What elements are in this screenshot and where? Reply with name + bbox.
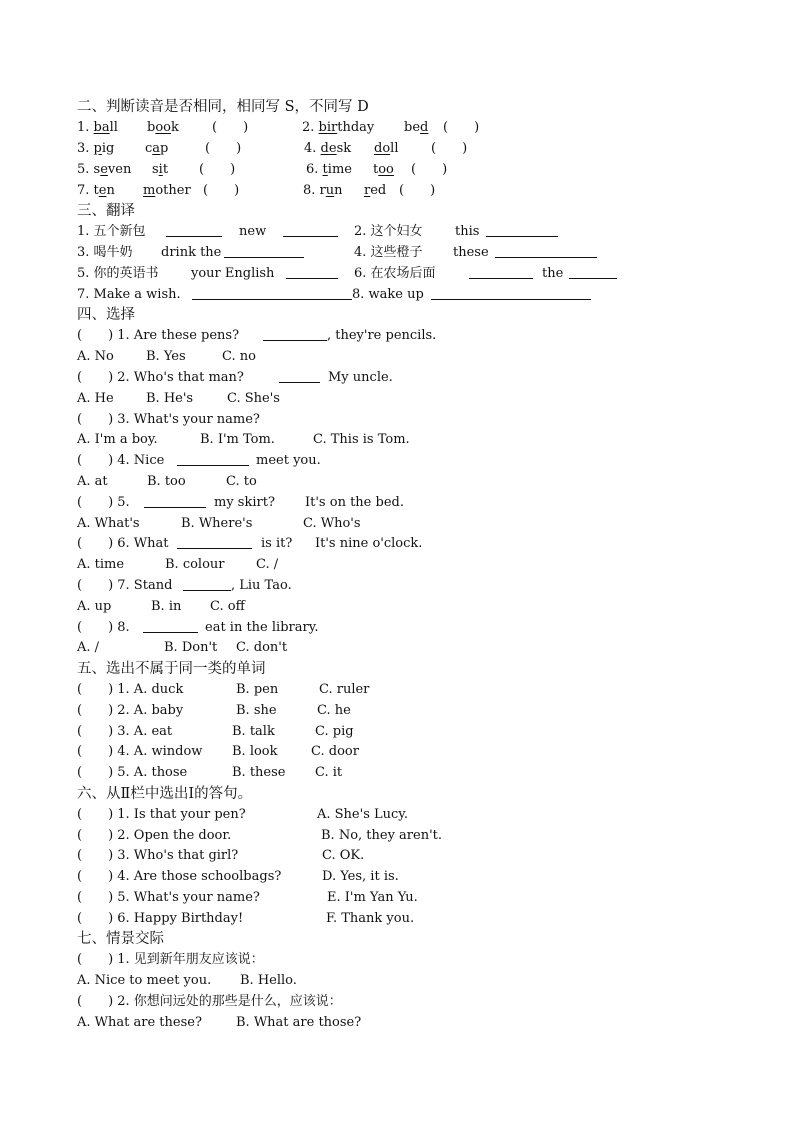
question-text: , they're pencils. [327,328,437,343]
answer-blank[interactable] [431,285,591,307]
translate-hint: drink the [161,245,222,260]
option-b[interactable]: B. Where's [181,516,253,531]
answer-blank[interactable] [263,326,327,348]
answer-blank[interactable] [286,264,338,286]
option-c[interactable]: C. to [226,474,257,489]
item-6: 6. time [306,162,352,177]
option-a[interactable]: A. No [77,349,114,364]
option-a[interactable]: A. / [77,640,100,655]
section-7-heading: 七、情景交际 [77,931,164,947]
option-c[interactable]: C. She's [227,391,280,406]
item-5: 5. seven [77,162,132,177]
option-a[interactable]: ( ) 3. A. eat [77,724,173,739]
item-8-pair: red [364,183,387,198]
option-c[interactable]: C. off [210,599,245,614]
translate-hint: the [542,266,564,281]
answer-bracket[interactable]: ( ) [431,141,468,156]
option-b[interactable]: B. talk [232,724,275,739]
item-6-pair: too [373,162,394,177]
answer-bracket[interactable]: ( ) [399,183,436,198]
item-3: 3. pig [77,141,115,156]
option-b[interactable]: B. pen [236,682,279,697]
option-a[interactable]: ( ) 1. A. duck [77,682,184,697]
translate-hint: these [453,245,489,260]
option-a[interactable]: A. up [77,599,112,614]
option-b[interactable]: B. I'm Tom. [200,432,275,447]
match-answer[interactable]: F. Thank you. [326,911,415,926]
option-b[interactable]: B. these [232,765,286,780]
option-a[interactable]: A. What's [77,516,140,531]
answer-bracket[interactable]: ( ) [212,120,249,135]
option-c[interactable]: C. door [311,744,359,759]
question-text: meet you. [256,453,321,468]
option-b[interactable]: B. she [236,703,277,718]
match-answer[interactable]: D. Yes, it is. [322,869,399,884]
option-a[interactable]: ( ) 2. A. baby [77,703,184,718]
answer-bracket[interactable]: ( ) [411,162,448,177]
answer-bracket[interactable]: ( ) [205,141,242,156]
translate-prompt: 7. Make a wish. [77,287,181,302]
item-3-pair: cap [145,141,169,156]
match-answer[interactable]: E. I'm Yan Yu. [327,890,418,905]
answer-bracket[interactable]: ( ) [199,162,236,177]
question-text: ( ) 4. Nice [77,453,165,468]
option-c[interactable]: C. pig [315,724,354,739]
translate-prompt: 6. 在农场后面 [354,266,436,281]
option-b[interactable]: B. Hello. [240,973,297,988]
item-2-pair: bed [404,120,429,135]
translate-prompt: 3. 喝牛奶 [77,245,133,260]
answer-blank[interactable] [183,576,231,598]
item-2: 2. birthday [302,120,375,135]
option-b[interactable]: B. colour [165,557,225,572]
option-c[interactable]: C. don't [236,640,288,655]
option-c[interactable]: C. it [315,765,343,780]
answer-blank[interactable] [486,222,558,244]
section-6-heading: 六、从Ⅱ栏中选出Ⅰ的答句。 [77,786,253,802]
answer-blank[interactable] [569,264,617,286]
answer-blank[interactable] [144,493,206,515]
match-answer[interactable]: C. OK. [322,848,365,863]
translate-prompt: 5. 你的英语书 [77,266,159,281]
option-c[interactable]: C. ruler [319,682,370,697]
answer-text: It's nine o'clock. [315,536,423,551]
item-5-pair: sit [152,162,169,177]
section-5-heading: 五、选出不属于同一类的单词 [77,661,266,677]
item-8: 8. run [303,183,343,198]
answer-blank[interactable] [143,618,198,640]
translate-hint: this [455,224,480,239]
question-text: ( ) 2. Who's that man? [77,370,244,385]
question-text: , Liu Tao. [231,578,292,593]
translate-prompt: 4. 这些橙子 [354,245,423,260]
section-4-heading: 四、选择 [77,307,135,323]
option-b[interactable]: B. in [151,599,182,614]
question-text: my skirt? [214,495,275,510]
match-question: ( ) 5. What's your name? [77,890,260,905]
answer-bracket[interactable]: ( ) [443,120,480,135]
question-text: is it? [261,536,293,551]
option-b[interactable]: B. look [232,744,278,759]
option-a[interactable]: A. I'm a boy. [77,432,158,447]
answer-blank[interactable] [279,368,320,390]
option-a[interactable]: ( ) 5. A. those [77,765,188,780]
item-4: 4. desk [304,141,352,156]
answer-blank[interactable] [177,451,249,473]
translate-hint: new [239,224,267,239]
option-a[interactable]: ( ) 4. A. window [77,744,203,759]
answer-blank[interactable] [283,222,338,244]
answer-blank[interactable] [224,243,304,265]
translate-hint: your English [191,266,275,281]
option-c[interactable]: C. This is Tom. [313,432,410,447]
question-text: ( ) 3. What's your name? [77,412,260,427]
item-1: 1. ball [77,120,118,135]
answer-blank[interactable] [192,285,352,307]
question-text: ( ) 7. Stand [77,578,173,593]
option-c[interactable]: C. / [256,557,279,572]
item-1-pair: book [147,120,179,135]
option-b[interactable]: B. He's [146,391,194,406]
option-c[interactable]: C. Who's [303,516,361,531]
answer-bracket[interactable]: ( ) [203,183,240,198]
option-a[interactable]: A. at [77,474,108,489]
answer-blank[interactable] [177,534,252,556]
option-a[interactable]: A. He [77,391,114,406]
match-answer[interactable]: A. She's Lucy. [317,807,409,822]
match-question: ( ) 1. Is that your pen? [77,807,246,822]
option-b[interactable]: B. too [147,474,186,489]
option-c[interactable]: C. he [317,703,351,718]
option-b[interactable]: B. Yes [146,349,186,364]
item-4-pair: doll [374,141,399,156]
section-2-heading: 二、判断读音是否相同，相同写 S，不同写 D [77,99,369,115]
match-question: ( ) 3. Who's that girl? [77,848,239,863]
option-b[interactable]: B. Don't [164,640,218,655]
answer-blank[interactable] [469,264,533,286]
item-7: 7. ten [77,183,115,198]
question-text: ( ) 1. 见到新年朋友应该说： [77,952,264,967]
question-text: My uncle. [328,370,393,385]
match-question: ( ) 2. Open the door. [77,828,232,843]
match-question: ( ) 4. Are those schoolbags? [77,869,282,884]
question-text: ( ) 5. [77,495,130,510]
option-a[interactable]: A. time [77,557,125,572]
option-a[interactable]: A. Nice to meet you. [77,973,212,988]
answer-blank[interactable] [166,222,222,244]
option-a[interactable]: A. What are these? [77,1015,202,1030]
item-7-pair: mother [143,183,191,198]
question-text: ( ) 8. [77,620,130,635]
question-text: ( ) 2. 你想问远处的那些是什么，应该说： [77,994,342,1009]
question-text: ( ) 6. What [77,536,169,551]
question-text: ( ) 1. Are these pens? [77,328,240,343]
match-answer[interactable]: B. No, they aren't. [321,828,443,843]
section-3-heading: 三、翻译 [77,203,135,219]
match-question: ( ) 6. Happy Birthday! [77,911,244,926]
translate-prompt: 2. 这个妇女 [354,224,423,239]
translate-prompt: 1. 五个新包 [77,224,146,239]
option-c[interactable]: C. no [222,349,256,364]
translate-prompt: 8. wake up [352,287,424,302]
option-b[interactable]: B. What are those? [236,1015,362,1030]
question-text: eat in the library. [205,620,319,635]
answer-text: It's on the bed. [305,495,404,510]
answer-blank[interactable] [495,243,597,265]
